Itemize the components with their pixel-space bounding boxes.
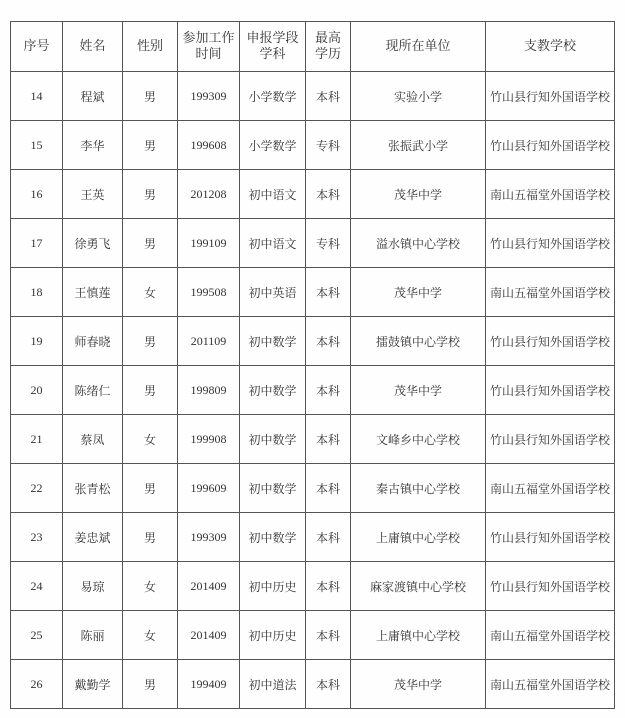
cell-teacher-name: 张青松 [63, 464, 123, 513]
cell-subject: 初中道法 [240, 660, 306, 709]
cell-assigned-school: 南山五福堂外国语学校 [486, 464, 615, 513]
cell-education: 本科 [306, 611, 351, 660]
cell-teacher-name: 师春晓 [63, 317, 123, 366]
cell-work-start-date: 199109 [178, 219, 240, 268]
cell-gender: 男 [123, 366, 178, 415]
cell-current-unit: 擂鼓镇中心学校 [351, 317, 486, 366]
table-row [11, 366, 615, 415]
cell-assigned-school: 竹山县行知外国语学校 [486, 513, 615, 562]
cell-row-number: 15 [11, 121, 63, 170]
teacher-list-table [10, 21, 615, 709]
table-row [11, 219, 615, 268]
table-body [11, 72, 615, 709]
cell-assigned-school: 竹山县行知外国语学校 [486, 366, 615, 415]
cell-subject: 小学数学 [240, 121, 306, 170]
cell-education: 本科 [306, 366, 351, 415]
cell-current-unit: 实验小学 [351, 72, 486, 121]
cell-work-start-date: 201208 [178, 170, 240, 219]
cell-assigned-school: 竹山县行知外国语学校 [486, 219, 615, 268]
cell-gender: 男 [123, 464, 178, 513]
cell-education: 本科 [306, 72, 351, 121]
cell-row-number: 14 [11, 72, 63, 121]
cell-current-unit: 溢水镇中心学校 [351, 219, 486, 268]
cell-assigned-school: 竹山县行知外国语学校 [486, 121, 615, 170]
cell-current-unit: 麻家渡镇中心学校 [351, 562, 486, 611]
cell-current-unit: 文峰乡中心学校 [351, 415, 486, 464]
cell-row-number: 19 [11, 317, 63, 366]
cell-work-start-date: 201409 [178, 562, 240, 611]
cell-row-number: 17 [11, 219, 63, 268]
cell-row-number: 23 [11, 513, 63, 562]
header-school: 支教学校 [486, 22, 615, 72]
cell-gender: 女 [123, 562, 178, 611]
cell-education: 本科 [306, 660, 351, 709]
cell-subject: 初中数学 [240, 317, 306, 366]
cell-teacher-name: 李华 [63, 121, 123, 170]
cell-row-number: 20 [11, 366, 63, 415]
cell-subject: 初中数学 [240, 366, 306, 415]
cell-education: 专科 [306, 219, 351, 268]
cell-subject: 初中数学 [240, 464, 306, 513]
cell-gender: 男 [123, 219, 178, 268]
cell-education: 本科 [306, 170, 351, 219]
cell-assigned-school: 南山五福堂外国语学校 [486, 660, 615, 709]
cell-gender: 女 [123, 268, 178, 317]
cell-subject: 初中数学 [240, 513, 306, 562]
cell-work-start-date: 199508 [178, 268, 240, 317]
cell-work-start-date: 199609 [178, 464, 240, 513]
cell-education: 本科 [306, 415, 351, 464]
cell-assigned-school: 竹山县行知外国语学校 [486, 562, 615, 611]
cell-teacher-name: 姜忠斌 [63, 513, 123, 562]
table-row [11, 513, 615, 562]
table-row [11, 72, 615, 121]
cell-subject: 初中历史 [240, 611, 306, 660]
header-work-start-line2: 时间 [195, 46, 222, 62]
cell-row-number: 18 [11, 268, 63, 317]
cell-subject: 初中英语 [240, 268, 306, 317]
cell-current-unit: 上庸镇中心学校 [351, 513, 486, 562]
cell-current-unit: 上庸镇中心学校 [351, 611, 486, 660]
cell-education: 本科 [306, 317, 351, 366]
cell-subject: 初中语文 [240, 170, 306, 219]
cell-gender: 男 [123, 513, 178, 562]
header-subject-line2: 学科 [259, 46, 286, 62]
cell-education: 专科 [306, 121, 351, 170]
cell-gender: 男 [123, 121, 178, 170]
cell-education: 本科 [306, 268, 351, 317]
cell-work-start-date: 199809 [178, 366, 240, 415]
cell-subject: 小学数学 [240, 72, 306, 121]
cell-teacher-name: 陈丽 [63, 611, 123, 660]
header-education [306, 22, 351, 72]
cell-current-unit: 茂华中学 [351, 170, 486, 219]
cell-row-number: 26 [11, 660, 63, 709]
table-row [11, 415, 615, 464]
cell-teacher-name: 程斌 [63, 72, 123, 121]
header-unit: 现所在单位 [351, 22, 486, 72]
cell-gender: 男 [123, 660, 178, 709]
cell-current-unit: 张振武小学 [351, 121, 486, 170]
cell-current-unit: 茂华中学 [351, 660, 486, 709]
cell-assigned-school: 竹山县行知外国语学校 [486, 72, 615, 121]
cell-gender: 男 [123, 72, 178, 121]
cell-assigned-school: 南山五福堂外国语学校 [486, 611, 615, 660]
cell-work-start-date: 199309 [178, 72, 240, 121]
cell-gender: 女 [123, 611, 178, 660]
cell-subject: 初中数学 [240, 415, 306, 464]
cell-teacher-name: 徐勇飞 [63, 219, 123, 268]
cell-assigned-school: 竹山县行知外国语学校 [486, 415, 615, 464]
cell-teacher-name: 陈绪仁 [63, 366, 123, 415]
cell-row-number: 16 [11, 170, 63, 219]
header-work-start [178, 22, 240, 72]
header-education-line1: 最高 [314, 30, 341, 46]
table-row [11, 660, 615, 709]
header-subject-line1: 申报学段 [246, 30, 299, 46]
cell-education: 本科 [306, 464, 351, 513]
cell-gender: 女 [123, 415, 178, 464]
cell-education: 本科 [306, 513, 351, 562]
cell-work-start-date: 199309 [178, 513, 240, 562]
header-gender: 性别 [123, 22, 178, 72]
cell-teacher-name: 戴勤学 [63, 660, 123, 709]
cell-row-number: 24 [11, 562, 63, 611]
cell-assigned-school: 南山五福堂外国语学校 [486, 268, 615, 317]
cell-teacher-name: 王慎莲 [63, 268, 123, 317]
cell-teacher-name: 王英 [63, 170, 123, 219]
cell-subject: 初中语文 [240, 219, 306, 268]
cell-assigned-school: 竹山县行知外国语学校 [486, 317, 615, 366]
cell-work-start-date: 199908 [178, 415, 240, 464]
cell-row-number: 22 [11, 464, 63, 513]
table-row [11, 611, 615, 660]
cell-teacher-name: 蔡凤 [63, 415, 123, 464]
table-row [11, 317, 615, 366]
table-row [11, 268, 615, 317]
cell-current-unit: 秦古镇中心学校 [351, 464, 486, 513]
cell-current-unit: 茂华中学 [351, 268, 486, 317]
header-subject [240, 22, 306, 72]
cell-subject: 初中历史 [240, 562, 306, 611]
header-education-line2: 学历 [314, 46, 341, 62]
cell-assigned-school: 南山五福堂外国语学校 [486, 170, 615, 219]
header-name: 姓名 [63, 22, 123, 72]
table-row [11, 170, 615, 219]
header-no: 序号 [11, 22, 63, 72]
table-row [11, 464, 615, 513]
table-row [11, 562, 615, 611]
cell-current-unit: 茂华中学 [351, 366, 486, 415]
header-row [11, 22, 615, 72]
cell-education: 本科 [306, 562, 351, 611]
cell-work-start-date: 199608 [178, 121, 240, 170]
cell-row-number: 21 [11, 415, 63, 464]
cell-gender: 男 [123, 170, 178, 219]
cell-work-start-date: 199409 [178, 660, 240, 709]
cell-work-start-date: 201409 [178, 611, 240, 660]
header-work-start-line1: 参加工作 [182, 30, 235, 46]
cell-gender: 男 [123, 317, 178, 366]
cell-row-number: 25 [11, 611, 63, 660]
table-row [11, 121, 615, 170]
cell-work-start-date: 201109 [178, 317, 240, 366]
cell-teacher-name: 易琼 [63, 562, 123, 611]
